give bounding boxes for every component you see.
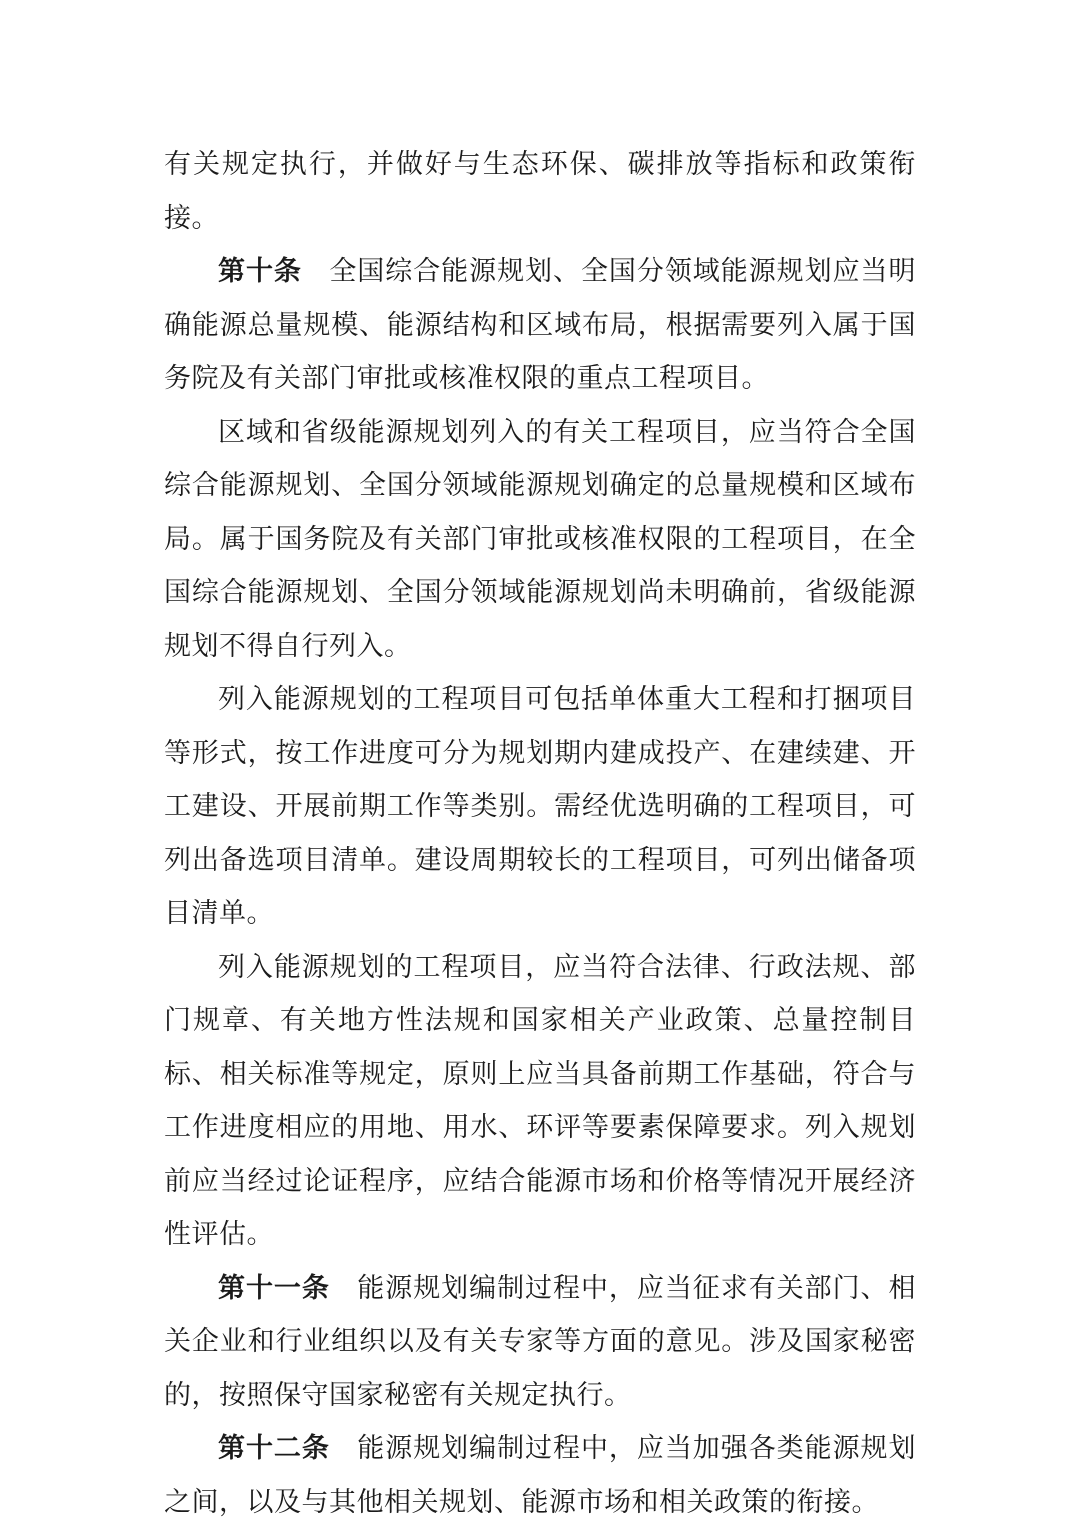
document-page [164, 138, 916, 1529]
article-11-text: 能源规划编制过程中，应当征求有关部门、相关企业和行业组织以及有关专家等方面的意见。涉及国家秘密的，按照保守国家秘密有关规定执行。 [164, 1272, 917, 1411]
article-10-text: 全国综合能源规划、全国分领域能源规划应当明确能源总量规模、能源结构和区域布局，根据需要列入属于国务院及有关部门审批或核准权限的重点工程项目。 [164, 256, 916, 394]
article-12-text: 能源规划编制过程中，应当加强各类能源规划之间，以及与其他相关规划、能源市场和相关政策的衔接。 [164, 1433, 917, 1518]
article-10-paragraph-4: 列入能源规划的工程项目，应当符合法律、行政法规、部门规章、有关地方性法规和国家相关产业政策、总量控制目标、相关标准等规定，原则上应当具备前期工作基础，符合与工作进度相应的用地、用水、环评等要素保障要求。列入规划前应当经过论证程序，应结合能源市场和价格等情况开展经济性评估。 [164, 951, 916, 1250]
article-10-paragraph-3: 列入能源规划的工程项目可包括单体重大工程和打捆项目等形式，按工作进度可分为规划期内建成投产、在建续建、开工建设、开展前期工作等类别。需经优选明确的工程项目，可列出备选项目清单。建设周期较长的工程项目，可列出储备项目清单。 [164, 684, 916, 929]
article-10-paragraph-2: 区域和省级能源规划列入的有关工程项目，应当符合全国综合能源规划、全国分领域能源规划确定的总量规模和区域布局。属于国务院及有关部门审批或核准权限的工程项目，在全国综合能源规划、全国分领域能源规划尚未明确前，省级能源规划不得自行列入。 [164, 416, 916, 662]
article-12-number: 第十二条 [218, 1433, 330, 1464]
article-10-paragraph [164, 245, 916, 406]
article-11-paragraph [164, 1262, 916, 1423]
continuation-paragraph: 有关规定执行，并做好与生态环保、碳排放等指标和政策衔接。 [164, 149, 916, 234]
article-12-paragraph [164, 1422, 916, 1529]
article-10-number: 第十条 [218, 256, 302, 287]
article-11-number: 第十一条 [218, 1272, 330, 1304]
